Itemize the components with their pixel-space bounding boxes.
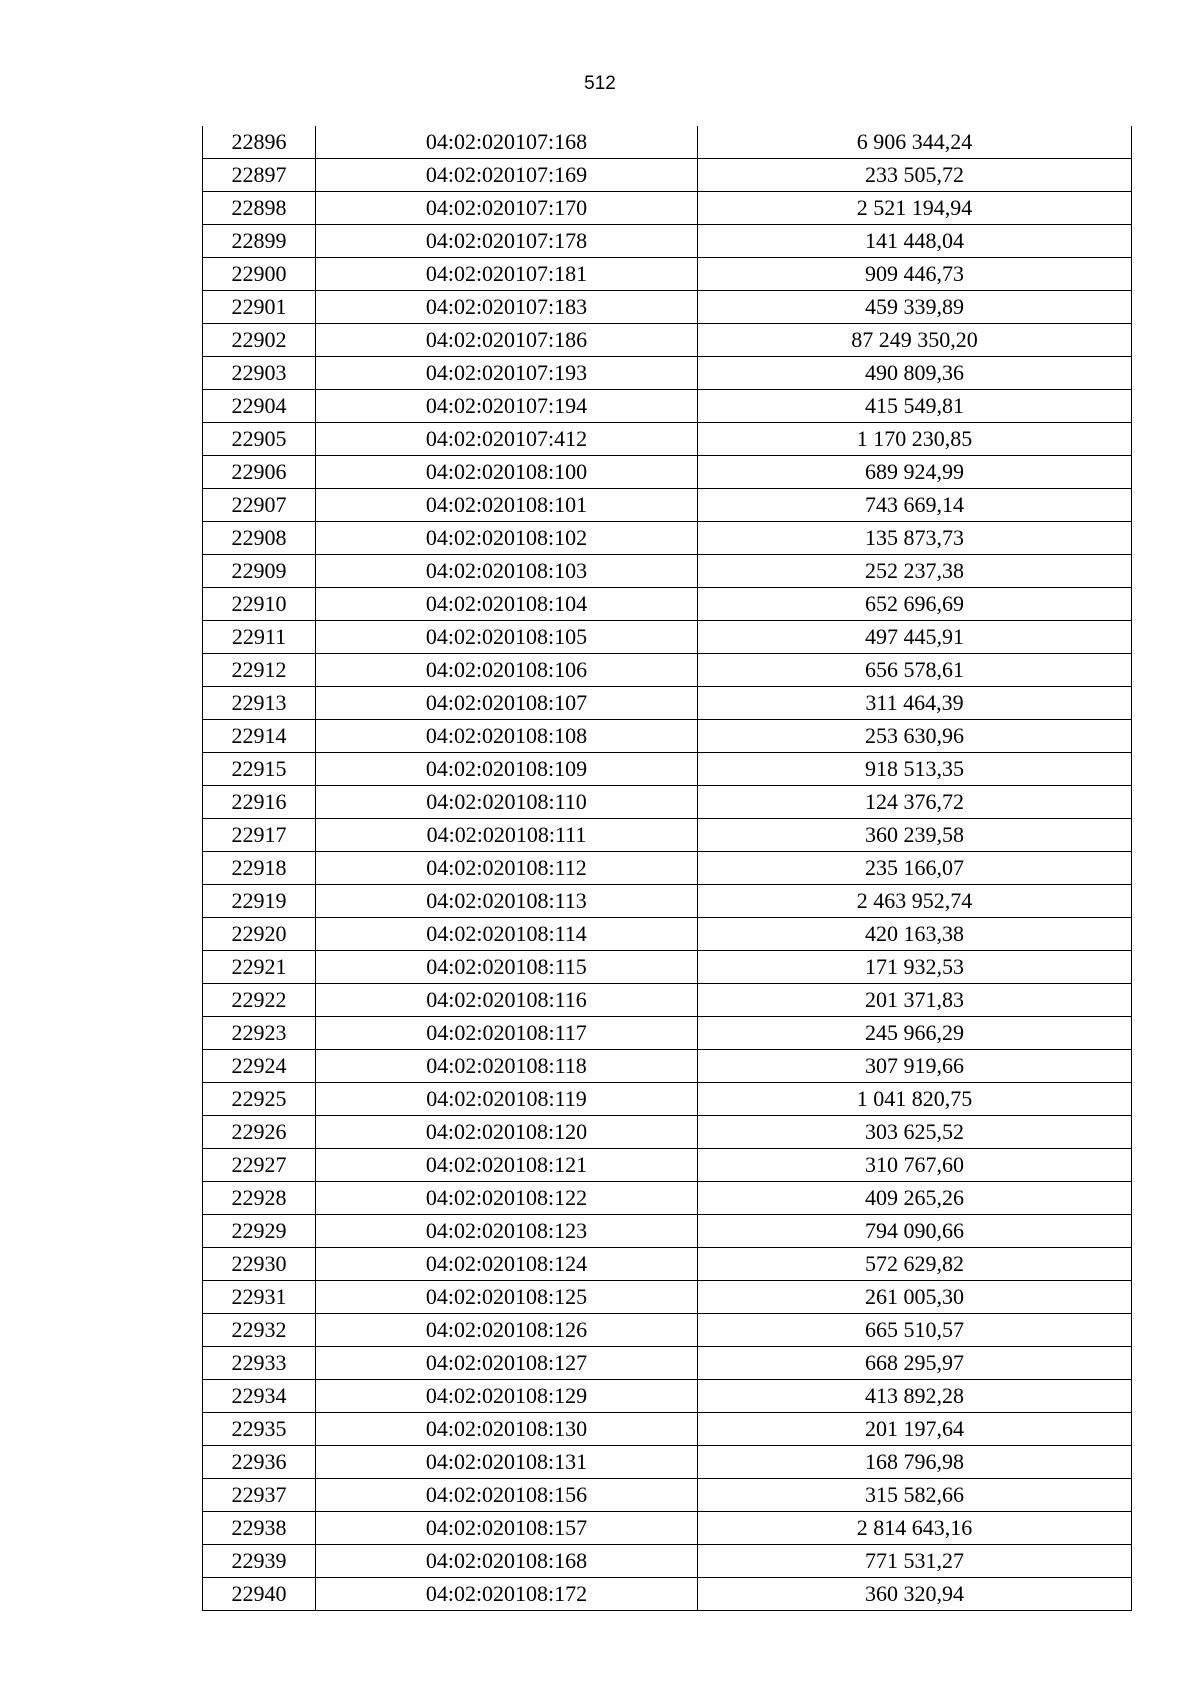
cadastral-number-cell: 04:02:020107:186 [316, 324, 698, 357]
table-row [203, 291, 1132, 324]
row-number-cell: 22938 [203, 1512, 316, 1545]
cadastral-number-cell: 04:02:020108:104 [316, 588, 698, 621]
cadastral-value-cell: 689 924,99 [698, 456, 1132, 489]
cadastral-value-table [202, 126, 1132, 1611]
row-number-cell: 22907 [203, 489, 316, 522]
table-row [203, 885, 1132, 918]
cadastral-value-cell: 2 463 952,74 [698, 885, 1132, 918]
table-row [203, 1578, 1132, 1611]
table-row [203, 1248, 1132, 1281]
row-number-cell: 22923 [203, 1017, 316, 1050]
table-row [203, 786, 1132, 819]
cadastral-value-cell: 771 531,27 [698, 1545, 1132, 1578]
row-number-cell: 22931 [203, 1281, 316, 1314]
cadastral-number-cell: 04:02:020108:115 [316, 951, 698, 984]
table-row [203, 1347, 1132, 1380]
row-number-cell: 22899 [203, 225, 316, 258]
table-row [203, 522, 1132, 555]
table-row [203, 225, 1132, 258]
row-number-cell: 22897 [203, 159, 316, 192]
cadastral-value-cell: 459 339,89 [698, 291, 1132, 324]
table-row [203, 1116, 1132, 1149]
row-number-cell: 22896 [203, 126, 316, 159]
cadastral-value-cell: 171 932,53 [698, 951, 1132, 984]
table-row [203, 159, 1132, 192]
cadastral-number-cell: 04:02:020108:119 [316, 1083, 698, 1116]
row-number-cell: 22905 [203, 423, 316, 456]
cadastral-number-cell: 04:02:020107:194 [316, 390, 698, 423]
cadastral-number-cell: 04:02:020108:108 [316, 720, 698, 753]
row-number-cell: 22913 [203, 687, 316, 720]
cadastral-number-cell: 04:02:020108:157 [316, 1512, 698, 1545]
cadastral-number-cell: 04:02:020108:100 [316, 456, 698, 489]
row-number-cell: 22902 [203, 324, 316, 357]
table-row [203, 852, 1132, 885]
row-number-cell: 22932 [203, 1314, 316, 1347]
cadastral-value-cell: 360 239,58 [698, 819, 1132, 852]
table-row [203, 456, 1132, 489]
table-row [203, 1050, 1132, 1083]
cadastral-value-cell: 743 669,14 [698, 489, 1132, 522]
cadastral-value-cell: 87 249 350,20 [698, 324, 1132, 357]
table-row [203, 753, 1132, 786]
cadastral-number-cell: 04:02:020108:120 [316, 1116, 698, 1149]
cadastral-value-cell: 360 320,94 [698, 1578, 1132, 1611]
cadastral-number-cell: 04:02:020107:412 [316, 423, 698, 456]
cadastral-value-cell: 909 446,73 [698, 258, 1132, 291]
cadastral-number-cell: 04:02:020108:116 [316, 984, 698, 1017]
cadastral-value-cell: 124 376,72 [698, 786, 1132, 819]
cadastral-number-cell: 04:02:020108:117 [316, 1017, 698, 1050]
cadastral-value-cell: 6 906 344,24 [698, 126, 1132, 159]
cadastral-number-cell: 04:02:020108:105 [316, 621, 698, 654]
cadastral-number-cell: 04:02:020108:111 [316, 819, 698, 852]
cadastral-number-cell: 04:02:020108:112 [316, 852, 698, 885]
cadastral-value-cell: 652 696,69 [698, 588, 1132, 621]
table-row [203, 687, 1132, 720]
table-row [203, 489, 1132, 522]
row-number-cell: 22919 [203, 885, 316, 918]
cadastral-value-cell: 252 237,38 [698, 555, 1132, 588]
cadastral-number-cell: 04:02:020107:178 [316, 225, 698, 258]
cadastral-number-cell: 04:02:020108:129 [316, 1380, 698, 1413]
cadastral-value-cell: 233 505,72 [698, 159, 1132, 192]
row-number-cell: 22929 [203, 1215, 316, 1248]
table-row [203, 984, 1132, 1017]
table-row [203, 1149, 1132, 1182]
row-number-cell: 22916 [203, 786, 316, 819]
row-number-cell: 22898 [203, 192, 316, 225]
cadastral-number-cell: 04:02:020108:127 [316, 1347, 698, 1380]
cadastral-value-cell: 497 445,91 [698, 621, 1132, 654]
cadastral-value-cell: 668 295,97 [698, 1347, 1132, 1380]
cadastral-value-cell: 1 170 230,85 [698, 423, 1132, 456]
cadastral-number-cell: 04:02:020108:110 [316, 786, 698, 819]
cadastral-value-cell: 235 166,07 [698, 852, 1132, 885]
cadastral-value-cell: 310 767,60 [698, 1149, 1132, 1182]
row-number-cell: 22915 [203, 753, 316, 786]
cadastral-value-cell: 253 630,96 [698, 720, 1132, 753]
row-number-cell: 22912 [203, 654, 316, 687]
table-row [203, 1083, 1132, 1116]
table-row [203, 1017, 1132, 1050]
table-row [203, 621, 1132, 654]
table-body [203, 126, 1132, 1611]
row-number-cell: 22914 [203, 720, 316, 753]
table-row [203, 390, 1132, 423]
table-row [203, 1215, 1132, 1248]
cadastral-number-cell: 04:02:020108:107 [316, 687, 698, 720]
cadastral-number-cell: 04:02:020108:121 [316, 1149, 698, 1182]
cadastral-number-cell: 04:02:020108:118 [316, 1050, 698, 1083]
table-row [203, 588, 1132, 621]
table-row [203, 1413, 1132, 1446]
cadastral-value-cell: 665 510,57 [698, 1314, 1132, 1347]
cadastral-value-cell: 303 625,52 [698, 1116, 1132, 1149]
table-row [203, 324, 1132, 357]
cadastral-value-cell: 572 629,82 [698, 1248, 1132, 1281]
row-number-cell: 22928 [203, 1182, 316, 1215]
row-number-cell: 22930 [203, 1248, 316, 1281]
cadastral-number-cell: 04:02:020108:172 [316, 1578, 698, 1611]
cadastral-number-cell: 04:02:020108:113 [316, 885, 698, 918]
table-row [203, 1182, 1132, 1215]
row-number-cell: 22925 [203, 1083, 316, 1116]
cadastral-value-cell: 420 163,38 [698, 918, 1132, 951]
cadastral-value-cell: 656 578,61 [698, 654, 1132, 687]
cadastral-value-cell: 794 090,66 [698, 1215, 1132, 1248]
cadastral-value-cell: 1 041 820,75 [698, 1083, 1132, 1116]
cadastral-value-cell: 307 919,66 [698, 1050, 1132, 1083]
table-row [203, 654, 1132, 687]
table-row [203, 555, 1132, 588]
cadastral-number-cell: 04:02:020108:123 [316, 1215, 698, 1248]
table-row [203, 1446, 1132, 1479]
row-number-cell: 22911 [203, 621, 316, 654]
table-row [203, 720, 1132, 753]
cadastral-value-cell: 141 448,04 [698, 225, 1132, 258]
cadastral-value-cell: 201 197,64 [698, 1413, 1132, 1446]
table-row [203, 1512, 1132, 1545]
cadastral-number-cell: 04:02:020107:170 [316, 192, 698, 225]
row-number-cell: 22910 [203, 588, 316, 621]
cadastral-number-cell: 04:02:020108:109 [316, 753, 698, 786]
row-number-cell: 22906 [203, 456, 316, 489]
cadastral-number-cell: 04:02:020108:168 [316, 1545, 698, 1578]
cadastral-value-cell: 311 464,39 [698, 687, 1132, 720]
table-row [203, 1281, 1132, 1314]
row-number-cell: 22939 [203, 1545, 316, 1578]
cadastral-value-cell: 245 966,29 [698, 1017, 1132, 1050]
row-number-cell: 22935 [203, 1413, 316, 1446]
cadastral-value-cell: 261 005,30 [698, 1281, 1132, 1314]
row-number-cell: 22918 [203, 852, 316, 885]
cadastral-number-cell: 04:02:020108:101 [316, 489, 698, 522]
cadastral-value-cell: 315 582,66 [698, 1479, 1132, 1512]
row-number-cell: 22909 [203, 555, 316, 588]
cadastral-number-cell: 04:02:020108:102 [316, 522, 698, 555]
table-row [203, 1314, 1132, 1347]
cadastral-value-cell: 918 513,35 [698, 753, 1132, 786]
row-number-cell: 22937 [203, 1479, 316, 1512]
cadastral-number-cell: 04:02:020108:125 [316, 1281, 698, 1314]
table-row [203, 357, 1132, 390]
table-row [203, 1545, 1132, 1578]
row-number-cell: 22933 [203, 1347, 316, 1380]
cadastral-value-cell: 490 809,36 [698, 357, 1132, 390]
cadastral-value-cell: 168 796,98 [698, 1446, 1132, 1479]
cadastral-value-cell: 2 521 194,94 [698, 192, 1132, 225]
row-number-cell: 22926 [203, 1116, 316, 1149]
cadastral-value-cell: 201 371,83 [698, 984, 1132, 1017]
row-number-cell: 22901 [203, 291, 316, 324]
row-number-cell: 22904 [203, 390, 316, 423]
cadastral-value-cell: 415 549,81 [698, 390, 1132, 423]
page-number: 512 [584, 73, 616, 94]
table-row [203, 918, 1132, 951]
cadastral-value-cell: 413 892,28 [698, 1380, 1132, 1413]
cadastral-number-cell: 04:02:020107:168 [316, 126, 698, 159]
row-number-cell: 22921 [203, 951, 316, 984]
cadastral-value-cell: 135 873,73 [698, 522, 1132, 555]
table-row [203, 423, 1132, 456]
row-number-cell: 22940 [203, 1578, 316, 1611]
cadastral-number-cell: 04:02:020107:193 [316, 357, 698, 390]
cadastral-number-cell: 04:02:020108:114 [316, 918, 698, 951]
row-number-cell: 22924 [203, 1050, 316, 1083]
cadastral-value-cell: 409 265,26 [698, 1182, 1132, 1215]
row-number-cell: 22917 [203, 819, 316, 852]
cadastral-number-cell: 04:02:020107:169 [316, 159, 698, 192]
row-number-cell: 22903 [203, 357, 316, 390]
cadastral-number-cell: 04:02:020108:126 [316, 1314, 698, 1347]
cadastral-number-cell: 04:02:020108:103 [316, 555, 698, 588]
cadastral-number-cell: 04:02:020108:130 [316, 1413, 698, 1446]
cadastral-number-cell: 04:02:020108:106 [316, 654, 698, 687]
row-number-cell: 22920 [203, 918, 316, 951]
row-number-cell: 22900 [203, 258, 316, 291]
cadastral-number-cell: 04:02:020108:124 [316, 1248, 698, 1281]
cadastral-value-cell: 2 814 643,16 [698, 1512, 1132, 1545]
cadastral-number-cell: 04:02:020108:131 [316, 1446, 698, 1479]
table-row [203, 126, 1132, 159]
table-row [203, 258, 1132, 291]
row-number-cell: 22922 [203, 984, 316, 1017]
cadastral-number-cell: 04:02:020108:156 [316, 1479, 698, 1512]
row-number-cell: 22934 [203, 1380, 316, 1413]
table-row [203, 951, 1132, 984]
row-number-cell: 22908 [203, 522, 316, 555]
row-number-cell: 22927 [203, 1149, 316, 1182]
cadastral-number-cell: 04:02:020107:183 [316, 291, 698, 324]
table-row [203, 1479, 1132, 1512]
table-row [203, 192, 1132, 225]
row-number-cell: 22936 [203, 1446, 316, 1479]
cadastral-number-cell: 04:02:020107:181 [316, 258, 698, 291]
table-row [203, 1380, 1132, 1413]
table-row [203, 819, 1132, 852]
cadastral-number-cell: 04:02:020108:122 [316, 1182, 698, 1215]
